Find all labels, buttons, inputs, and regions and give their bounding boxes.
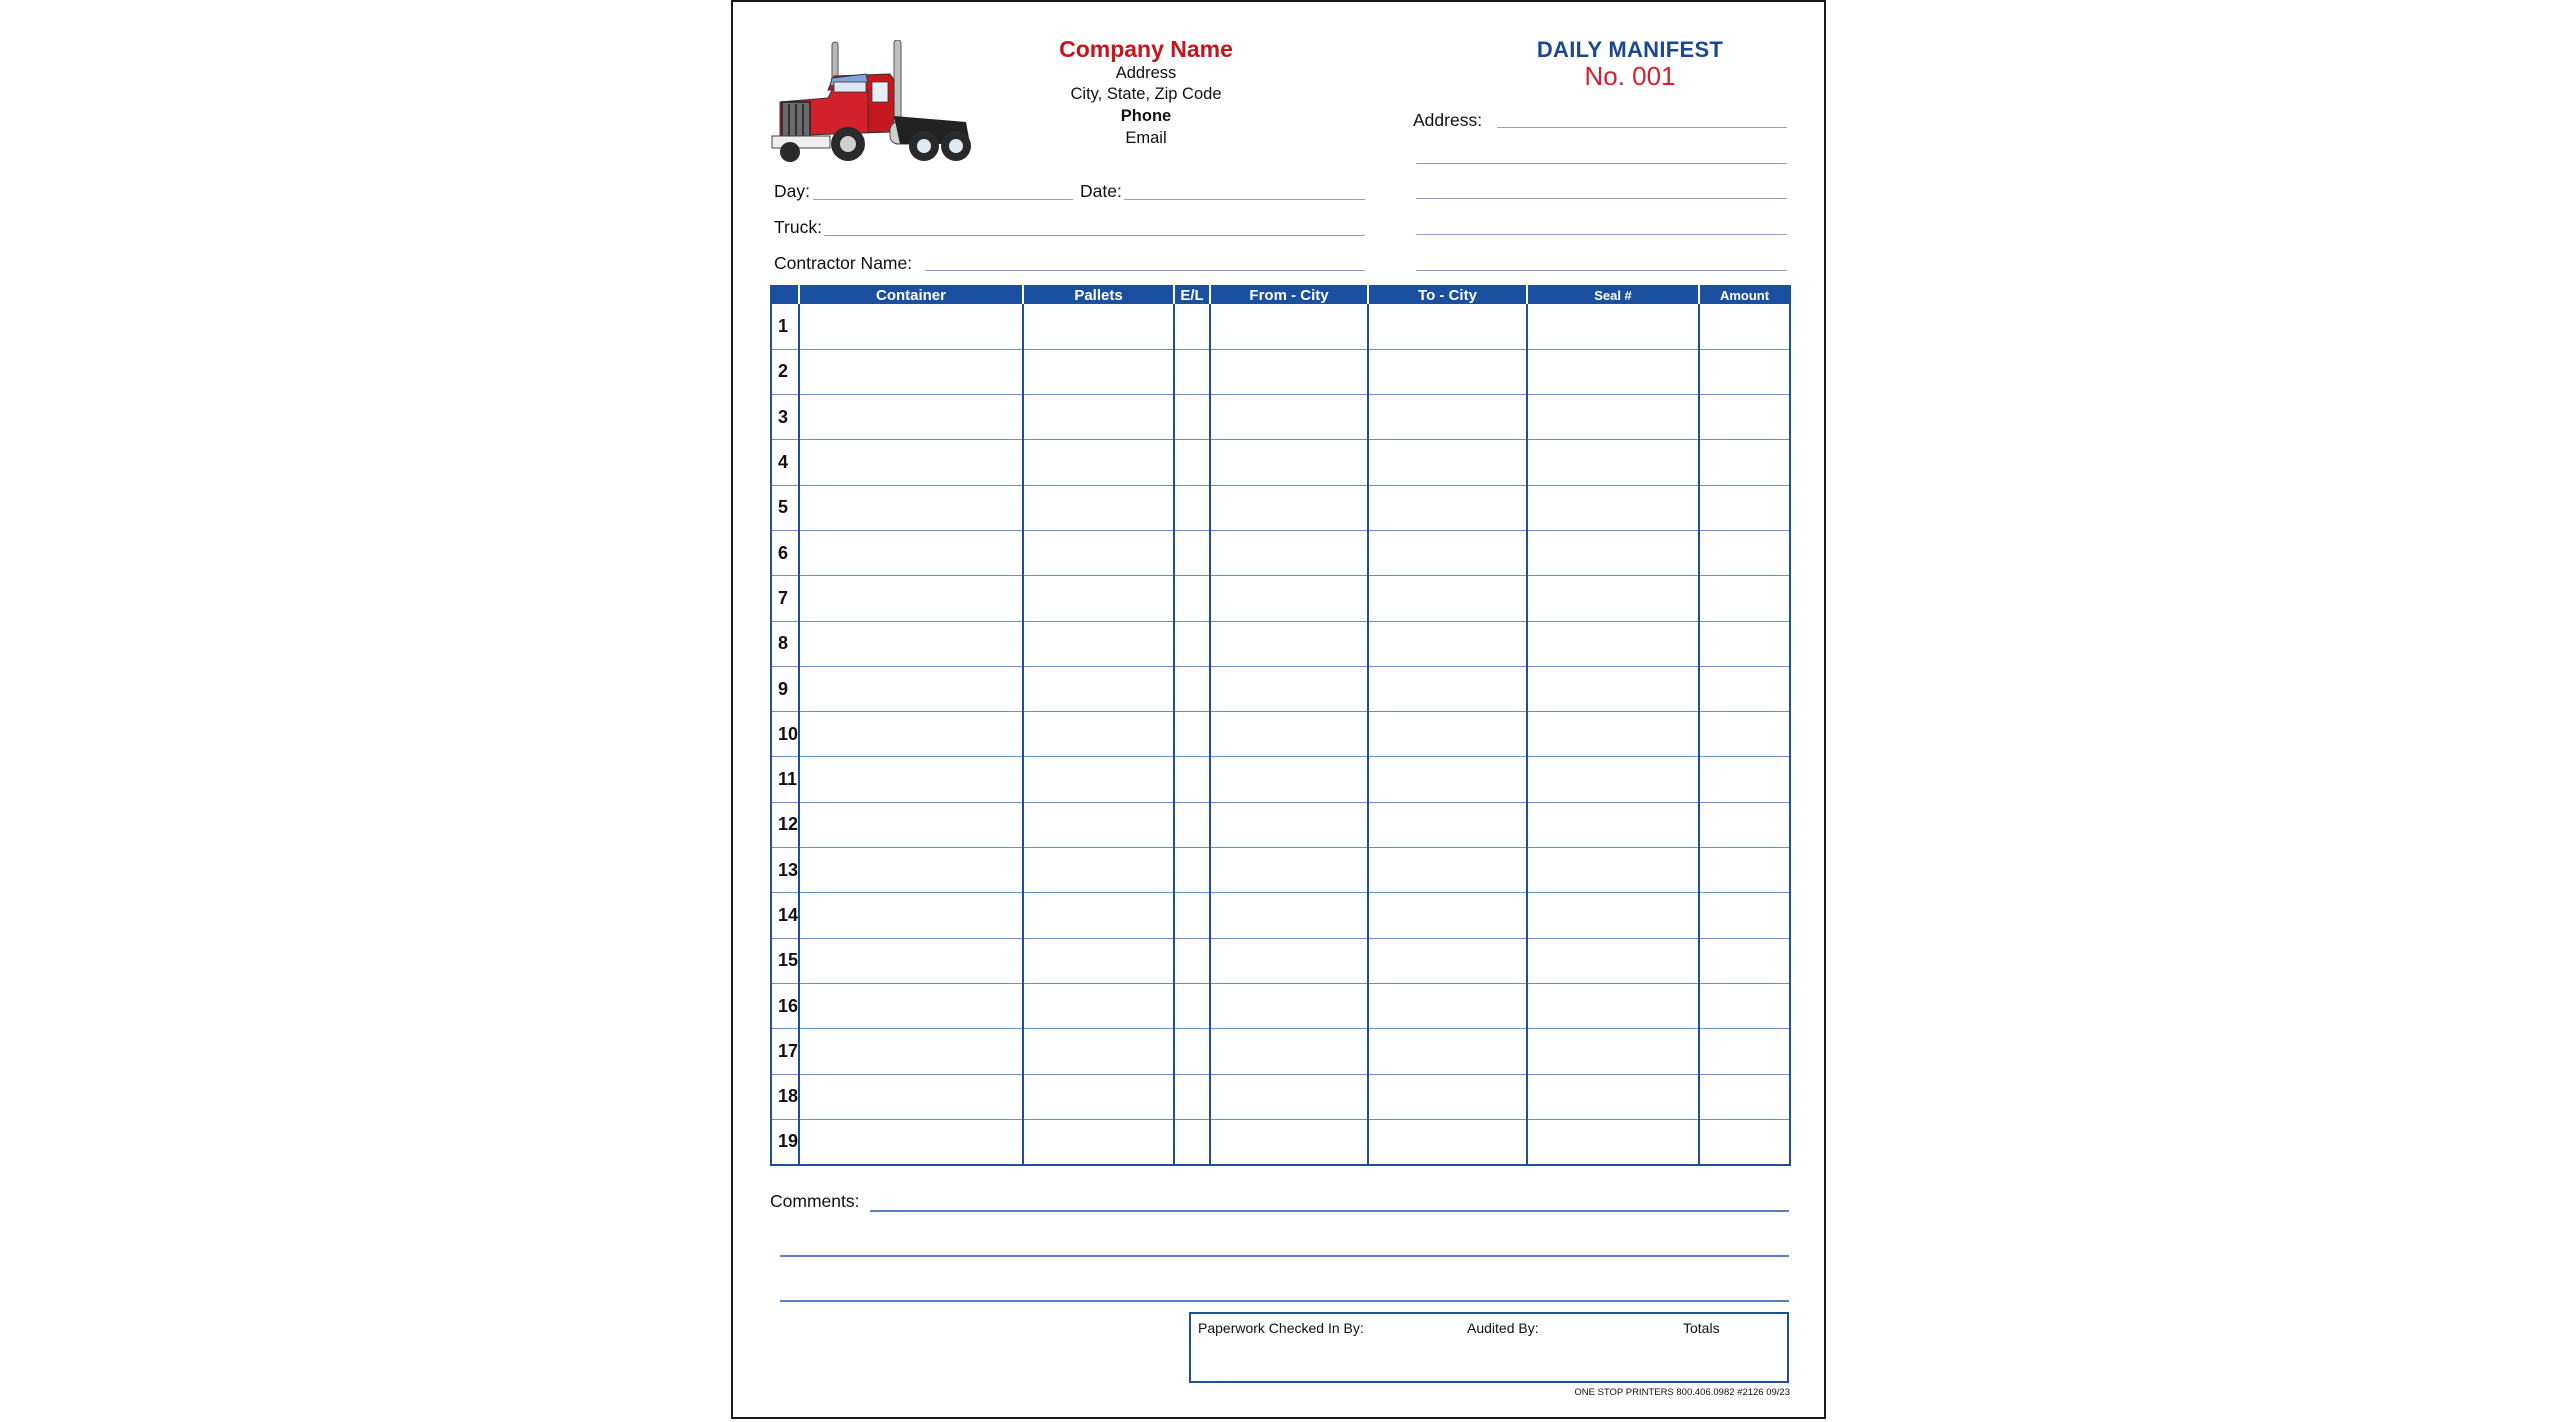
- row-number: 11: [771, 757, 799, 802]
- comments-line-3[interactable]: [780, 1300, 1789, 1302]
- address-line-2[interactable]: [1416, 163, 1787, 164]
- cell-empty-loaded[interactable]: [1174, 666, 1210, 711]
- cell-amount[interactable]: [1699, 938, 1790, 983]
- cell-to-city[interactable]: [1368, 349, 1527, 394]
- cell-to-city[interactable]: [1368, 576, 1527, 621]
- cell-empty-loaded[interactable]: [1174, 485, 1210, 530]
- cell-empty-loaded[interactable]: [1174, 440, 1210, 485]
- cell-from-city[interactable]: [1210, 757, 1368, 802]
- cell-to-city[interactable]: [1368, 938, 1527, 983]
- cell-amount[interactable]: [1699, 802, 1790, 847]
- manifest-table: [770, 285, 1791, 1166]
- cell-seal-number[interactable]: [1527, 576, 1699, 621]
- cell-pallets[interactable]: [1023, 485, 1174, 530]
- cell-container[interactable]: [799, 576, 1023, 621]
- cell-seal-number[interactable]: [1527, 440, 1699, 485]
- row-number: 1: [778, 315, 789, 336]
- cell-pallets[interactable]: [1023, 848, 1174, 893]
- company-phone: Phone: [1120, 107, 1172, 125]
- row-number: 15: [771, 938, 799, 983]
- table-row: [771, 1119, 1790, 1164]
- cell-seal-number[interactable]: [1527, 1119, 1699, 1164]
- row-number: 6: [771, 530, 799, 575]
- cell-seal-number[interactable]: [1527, 938, 1699, 983]
- cell-from-city[interactable]: [1210, 938, 1368, 983]
- cell-pallets[interactable]: [1023, 938, 1174, 983]
- table-row: [771, 530, 1790, 575]
- cell-from-city[interactable]: [1210, 304, 1368, 349]
- table-row: [771, 712, 1790, 757]
- cell-empty-loaded[interactable]: [1174, 304, 1210, 349]
- cell-seal-number[interactable]: [1527, 983, 1699, 1028]
- cell-container[interactable]: [799, 802, 1023, 847]
- cell-from-city[interactable]: [1210, 485, 1368, 530]
- cell-container[interactable]: [799, 1119, 1023, 1164]
- cell-seal-number[interactable]: [1527, 1029, 1699, 1074]
- cell-container[interactable]: [799, 485, 1023, 530]
- cell-empty-loaded[interactable]: [1174, 576, 1210, 621]
- cell-amount[interactable]: [1699, 848, 1790, 893]
- address-label: Address:: [1413, 110, 1483, 130]
- cell-amount[interactable]: [1699, 712, 1790, 757]
- cell-pallets[interactable]: [1023, 893, 1174, 938]
- cell-to-city[interactable]: [1368, 983, 1527, 1028]
- printer-footer: ONE STOP PRINTERS 800.406.0982 #2126 09/23: [1574, 1387, 1790, 1398]
- document-title-block: [1480, 0, 1780, 100]
- cell-to-city[interactable]: [1368, 1119, 1527, 1164]
- table-row: [771, 893, 1790, 938]
- table-row: [771, 485, 1790, 530]
- truck-label: Truck:: [774, 217, 822, 237]
- document-number: No. 001: [1584, 61, 1676, 91]
- row-number: 4: [771, 440, 799, 485]
- col-header-seal-number: Seal #: [1527, 286, 1699, 304]
- cell-from-city[interactable]: [1210, 666, 1368, 711]
- cell-container[interactable]: [799, 349, 1023, 394]
- table-row: [771, 983, 1790, 1028]
- cell-seal-number[interactable]: [1527, 893, 1699, 938]
- cell-seal-number[interactable]: [1527, 304, 1699, 349]
- cell-container[interactable]: [799, 1029, 1023, 1074]
- cell-amount[interactable]: [1699, 1074, 1790, 1119]
- row-number: 5: [771, 485, 799, 530]
- cell-amount[interactable]: [1699, 576, 1790, 621]
- cell-empty-loaded[interactable]: [1174, 938, 1210, 983]
- row-number: 3: [771, 395, 799, 440]
- cell-amount[interactable]: [1699, 983, 1790, 1028]
- table-row: [771, 621, 1790, 666]
- row-number: 17: [771, 1029, 799, 1074]
- date-label: Date:: [1080, 181, 1122, 201]
- address-line-3[interactable]: [1416, 198, 1787, 199]
- cell-seal-number[interactable]: [1527, 395, 1699, 440]
- table-row: [771, 1074, 1790, 1119]
- cell-empty-loaded[interactable]: [1174, 983, 1210, 1028]
- cell-container[interactable]: [799, 395, 1023, 440]
- cell-pallets[interactable]: [1023, 802, 1174, 847]
- cell-empty-loaded[interactable]: [1174, 1074, 1210, 1119]
- row-number: 12: [771, 802, 799, 847]
- cell-amount[interactable]: [1699, 440, 1790, 485]
- cell-container[interactable]: [799, 440, 1023, 485]
- cell-pallets[interactable]: [1023, 530, 1174, 575]
- table-row: [771, 576, 1790, 621]
- cell-amount[interactable]: [1699, 1029, 1790, 1074]
- document-title: DAILY MANIFEST: [1536, 37, 1724, 62]
- col-header-row-number: [771, 286, 799, 304]
- cell-pallets[interactable]: [1023, 712, 1174, 757]
- cell-pallets[interactable]: [1023, 757, 1174, 802]
- cell-to-city[interactable]: [1368, 893, 1527, 938]
- comments-label: Comments:: [770, 1191, 860, 1211]
- cell-to-city[interactable]: [1368, 848, 1527, 893]
- cell-pallets[interactable]: [1023, 983, 1174, 1028]
- cell-empty-loaded[interactable]: [1174, 349, 1210, 394]
- cell-from-city[interactable]: [1210, 349, 1368, 394]
- cell-seal-number[interactable]: [1527, 712, 1699, 757]
- cell-from-city[interactable]: [1210, 802, 1368, 847]
- cell-empty-loaded[interactable]: [1174, 712, 1210, 757]
- table-row: [771, 395, 1790, 440]
- paperwork-checked-in-by-label: Paperwork Checked In By:: [1198, 1320, 1364, 1336]
- cell-to-city[interactable]: [1368, 666, 1527, 711]
- cell-empty-loaded[interactable]: [1174, 893, 1210, 938]
- cell-seal-number[interactable]: [1527, 757, 1699, 802]
- row-number: 9: [771, 666, 799, 711]
- cell-seal-number[interactable]: [1527, 666, 1699, 711]
- cell-amount[interactable]: [1699, 395, 1790, 440]
- cell-seal-number[interactable]: [1527, 485, 1699, 530]
- cell-empty-loaded[interactable]: [1174, 530, 1210, 575]
- cell-seal-number[interactable]: [1527, 1074, 1699, 1119]
- cell-to-city[interactable]: [1368, 621, 1527, 666]
- row-number: 10: [771, 712, 799, 757]
- cell-empty-loaded[interactable]: [1174, 848, 1210, 893]
- company-name: Company Name: [1059, 36, 1233, 62]
- company-email: Email: [1125, 129, 1167, 147]
- cell-from-city[interactable]: [1210, 576, 1368, 621]
- cell-container[interactable]: [799, 530, 1023, 575]
- day-label: Day:: [774, 181, 810, 201]
- table-row: [771, 666, 1790, 711]
- row-number: 8: [771, 621, 799, 666]
- day-field[interactable]: [813, 199, 1073, 200]
- table-header-row: [771, 286, 1790, 304]
- contractor-name-field[interactable]: [925, 270, 1365, 271]
- cell-from-city[interactable]: [1210, 848, 1368, 893]
- cell-to-city[interactable]: [1368, 530, 1527, 575]
- row-number: 13: [771, 848, 799, 893]
- cell-pallets[interactable]: [1023, 576, 1174, 621]
- cell-pallets[interactable]: [1023, 440, 1174, 485]
- company-address: Address: [1115, 64, 1177, 82]
- cell-to-city[interactable]: [1368, 440, 1527, 485]
- cell-container[interactable]: [799, 893, 1023, 938]
- cell-to-city[interactable]: [1368, 304, 1527, 349]
- row-number: 14: [771, 893, 799, 938]
- cell-seal-number[interactable]: [1527, 349, 1699, 394]
- cell-from-city[interactable]: [1210, 1029, 1368, 1074]
- cell-pallets[interactable]: [1023, 621, 1174, 666]
- company-info: [1000, 0, 1292, 160]
- cell-from-city[interactable]: [1210, 1074, 1368, 1119]
- table-row: [771, 757, 1790, 802]
- cell-from-city[interactable]: [1210, 893, 1368, 938]
- cell-amount[interactable]: [1699, 530, 1790, 575]
- col-header-to-city: To - City: [1368, 286, 1527, 304]
- cell-empty-loaded[interactable]: [1174, 757, 1210, 802]
- date-field[interactable]: [1124, 199, 1365, 200]
- table-row: [771, 440, 1790, 485]
- cell-from-city[interactable]: [1210, 395, 1368, 440]
- row-number: 16: [771, 983, 799, 1028]
- cell-seal-number[interactable]: [1527, 802, 1699, 847]
- cell-empty-loaded[interactable]: [1174, 395, 1210, 440]
- cell-seal-number[interactable]: [1527, 530, 1699, 575]
- address-line-1[interactable]: [1497, 127, 1787, 128]
- row-number: 2: [771, 349, 799, 394]
- signoff-box: [1189, 1312, 1789, 1383]
- cell-to-city[interactable]: [1368, 712, 1527, 757]
- cell-pallets[interactable]: [1023, 1074, 1174, 1119]
- cell-container[interactable]: [799, 1074, 1023, 1119]
- cell-from-city[interactable]: [1210, 712, 1368, 757]
- cell-to-city[interactable]: [1368, 485, 1527, 530]
- cell-empty-loaded[interactable]: [1174, 1029, 1210, 1074]
- col-header-pallets: Pallets: [1023, 286, 1174, 304]
- col-header-from-city: From - City: [1210, 286, 1368, 304]
- cell-amount[interactable]: [1699, 349, 1790, 394]
- cell-pallets[interactable]: [1023, 395, 1174, 440]
- company-city-state-zip: City, State, Zip Code: [1070, 85, 1222, 103]
- address-line-5[interactable]: [1416, 270, 1787, 271]
- cell-pallets[interactable]: [1023, 304, 1174, 349]
- comments-line-2[interactable]: [780, 1255, 1789, 1257]
- cell-seal-number[interactable]: [1527, 848, 1699, 893]
- cell-amount[interactable]: [1699, 757, 1790, 802]
- col-header-container: Container: [799, 286, 1023, 304]
- cell-from-city[interactable]: [1210, 440, 1368, 485]
- cell-container[interactable]: [799, 666, 1023, 711]
- cell-empty-loaded[interactable]: [1174, 1119, 1210, 1164]
- semi-truck-icon: [770, 40, 982, 164]
- cell-container[interactable]: [799, 757, 1023, 802]
- cell-pallets[interactable]: [1023, 349, 1174, 394]
- cell-from-city[interactable]: [1210, 983, 1368, 1028]
- cell-to-city[interactable]: [1368, 757, 1527, 802]
- cell-to-city[interactable]: [1368, 1029, 1527, 1074]
- cell-container[interactable]: [799, 304, 1023, 349]
- table-row: [771, 349, 1790, 394]
- cell-pallets[interactable]: [1023, 666, 1174, 711]
- row-number: 7: [771, 576, 799, 621]
- comments-line-1[interactable]: [870, 1210, 1789, 1212]
- cell-from-city[interactable]: [1210, 530, 1368, 575]
- totals-label: Totals: [1683, 1320, 1720, 1336]
- cell-to-city[interactable]: [1368, 395, 1527, 440]
- cell-pallets[interactable]: [1023, 1119, 1174, 1164]
- cell-empty-loaded[interactable]: [1174, 802, 1210, 847]
- cell-amount[interactable]: [1699, 1119, 1790, 1164]
- row-number: 19: [771, 1119, 799, 1164]
- table-row: [771, 848, 1790, 893]
- cell-to-city[interactable]: [1368, 802, 1527, 847]
- cell-from-city[interactable]: [1210, 621, 1368, 666]
- table-row: [771, 802, 1790, 847]
- contractor-name-label: Contractor Name:: [774, 253, 913, 273]
- row-number: 18: [771, 1074, 799, 1119]
- truck-field[interactable]: [824, 235, 1365, 236]
- cell-amount[interactable]: [1699, 666, 1790, 711]
- cell-from-city[interactable]: [1210, 1119, 1368, 1164]
- col-header-empty-loaded: E/L: [1174, 286, 1210, 304]
- cell-seal-number[interactable]: [1527, 621, 1699, 666]
- table-row: [771, 938, 1790, 983]
- table-row: [771, 1029, 1790, 1074]
- address-line-4[interactable]: [1416, 234, 1787, 235]
- cell-amount[interactable]: [1699, 621, 1790, 666]
- cell-empty-loaded[interactable]: [1174, 621, 1210, 666]
- cell-amount[interactable]: [1699, 893, 1790, 938]
- cell-container[interactable]: [799, 938, 1023, 983]
- cell-pallets[interactable]: [1023, 1029, 1174, 1074]
- cell-amount[interactable]: [1699, 485, 1790, 530]
- cell-container[interactable]: [799, 621, 1023, 666]
- cell-container[interactable]: [799, 848, 1023, 893]
- cell-container[interactable]: [799, 983, 1023, 1028]
- cell-amount[interactable]: [1699, 304, 1790, 349]
- cell-to-city[interactable]: [1368, 1074, 1527, 1119]
- cell-container[interactable]: [799, 712, 1023, 757]
- col-header-amount: Amount: [1699, 286, 1790, 304]
- audited-by-label: Audited By:: [1467, 1320, 1539, 1336]
- table-row: [771, 304, 1790, 349]
